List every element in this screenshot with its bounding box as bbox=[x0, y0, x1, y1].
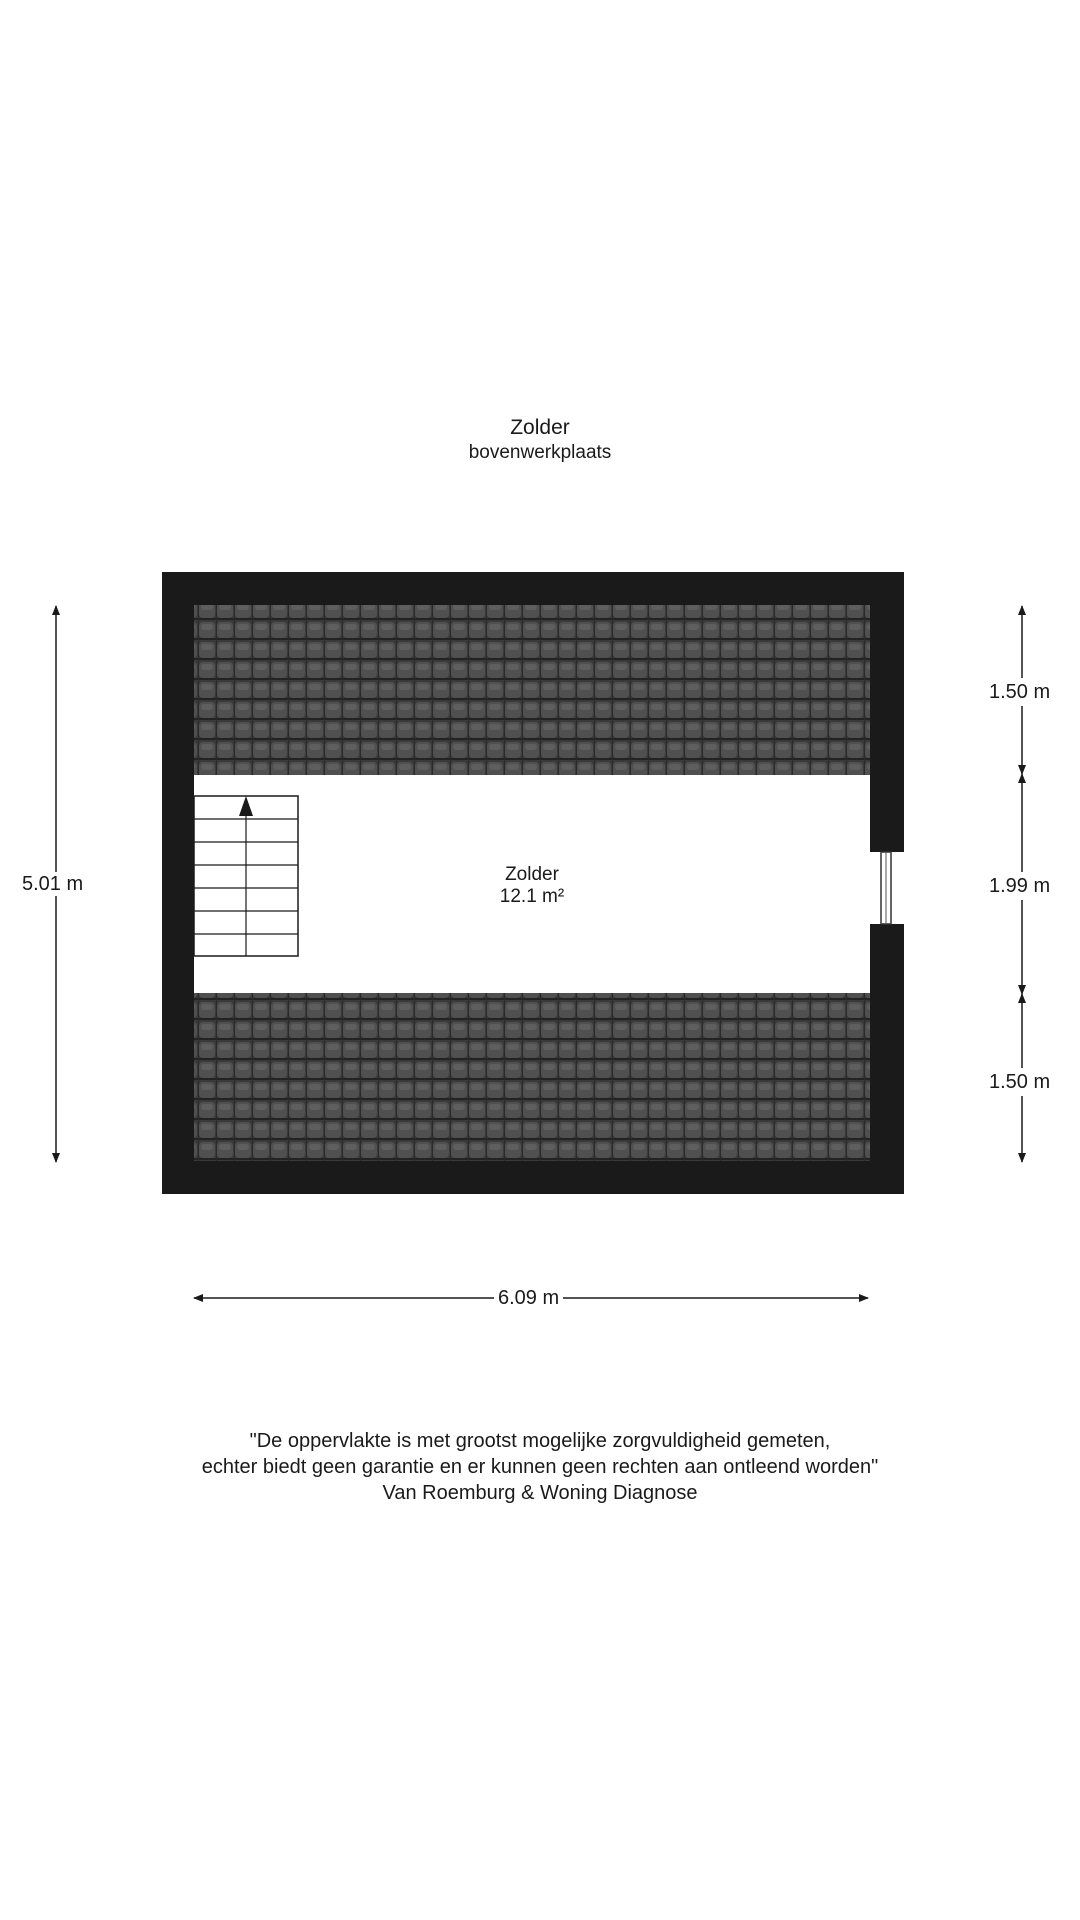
disclaimer-line-3: Van Roemburg & Woning Diagnose bbox=[382, 1482, 698, 1504]
dim-label-top-roof: 1.50 m bbox=[988, 678, 1051, 706]
dim-label-total-height: 5.01 m bbox=[22, 873, 84, 895]
disclaimer-line-2: echter biedt geen garantie en er kunnen geen rechten aan ontleend worden" bbox=[201, 1456, 879, 1478]
roof-slope-bottom bbox=[194, 993, 870, 1161]
dim-label-width: 6.09 m bbox=[494, 1286, 563, 1310]
floor-subtitle: bovenwerkplaats bbox=[468, 442, 612, 463]
roof-slope-top bbox=[194, 605, 870, 775]
room-label bbox=[432, 864, 632, 908]
disclaimer-line-1: "De oppervlakte is met grootst mogelijke zorgvuldigheid gemeten, bbox=[249, 1430, 831, 1452]
disclaimer bbox=[0, 1428, 1080, 1506]
floor-title: Zolder bbox=[510, 416, 570, 439]
window bbox=[870, 852, 904, 924]
room-name: Zolder bbox=[505, 864, 559, 885]
stairs bbox=[194, 796, 298, 956]
room-area: 12.1 m² bbox=[499, 886, 565, 907]
dim-label-bottom-roof: 1.50 m bbox=[988, 1068, 1051, 1096]
dim-label-middle: 1.99 m bbox=[988, 872, 1051, 900]
